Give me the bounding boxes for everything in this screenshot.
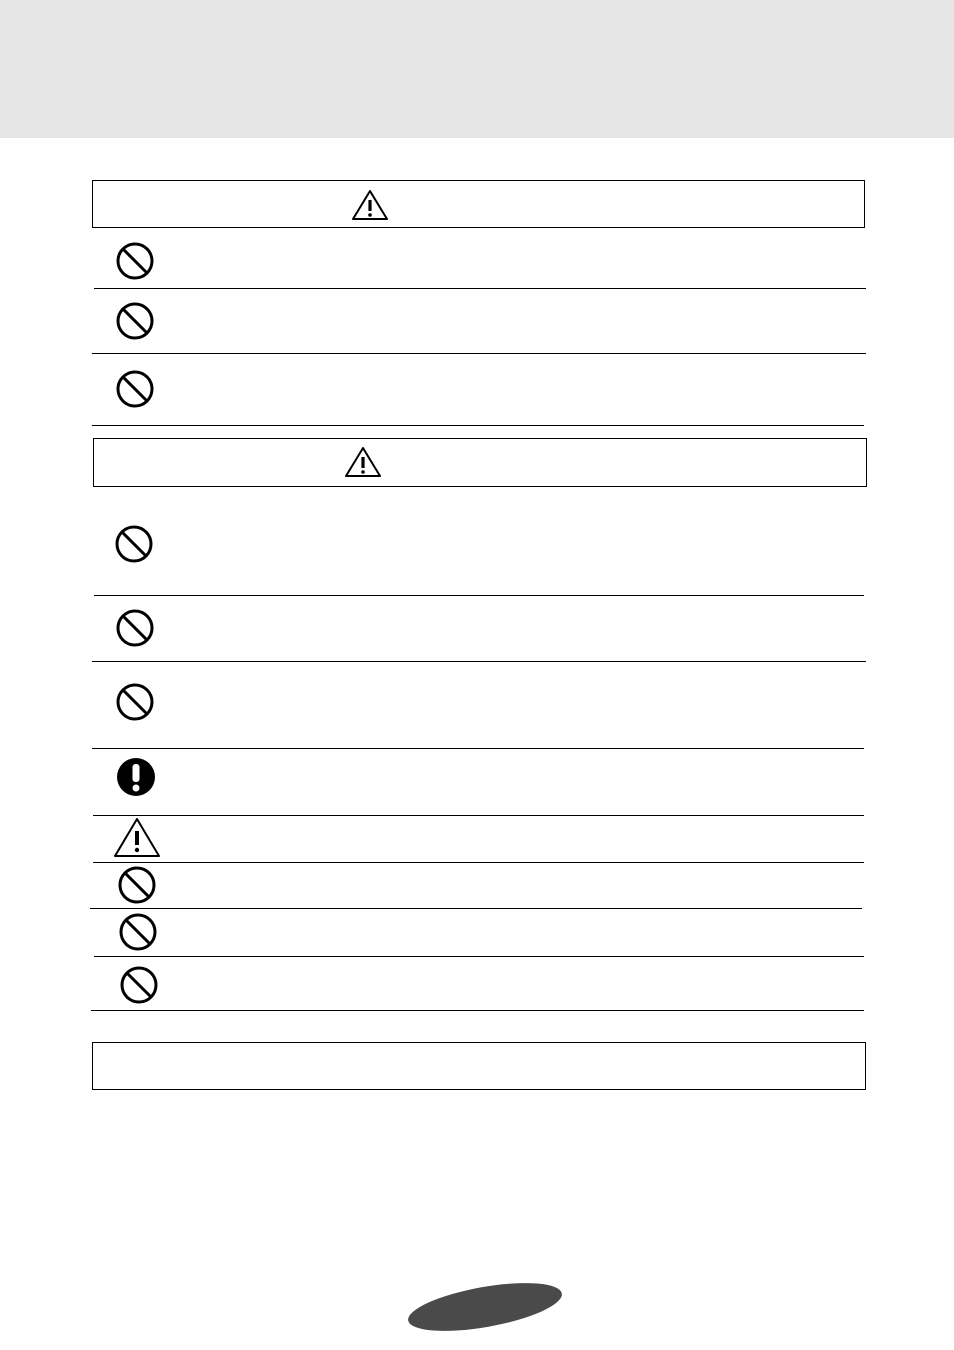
prohibition-icon <box>115 608 155 648</box>
row-divider <box>92 425 864 426</box>
prohibition-icon <box>119 965 159 1005</box>
prohibition-icon <box>115 369 155 409</box>
row-divider <box>94 956 864 957</box>
page-number-oval <box>404 1278 566 1336</box>
row-divider <box>90 908 862 909</box>
warning-section-header <box>92 180 865 228</box>
row-divider <box>94 595 864 596</box>
prohibition-icon <box>118 912 158 952</box>
prohibition-icon <box>115 241 155 281</box>
warning-triangle-icon <box>351 189 389 221</box>
row-divider <box>92 353 866 354</box>
prohibition-icon <box>117 865 157 905</box>
row-divider <box>93 815 864 816</box>
footer-note-box <box>92 1042 866 1090</box>
caution-section-header <box>93 438 867 487</box>
top-gray-band <box>0 0 954 138</box>
warning-triangle-icon <box>344 446 382 478</box>
row-divider <box>92 661 866 662</box>
prohibition-icon <box>115 682 155 722</box>
row-divider <box>91 1010 864 1011</box>
row-divider <box>94 288 866 289</box>
mandatory-exclamation-icon <box>116 757 156 797</box>
prohibition-icon <box>115 301 155 341</box>
prohibition-icon <box>114 524 154 564</box>
warning-triangle-icon <box>113 816 161 858</box>
row-divider <box>93 862 864 863</box>
row-divider <box>92 748 864 749</box>
